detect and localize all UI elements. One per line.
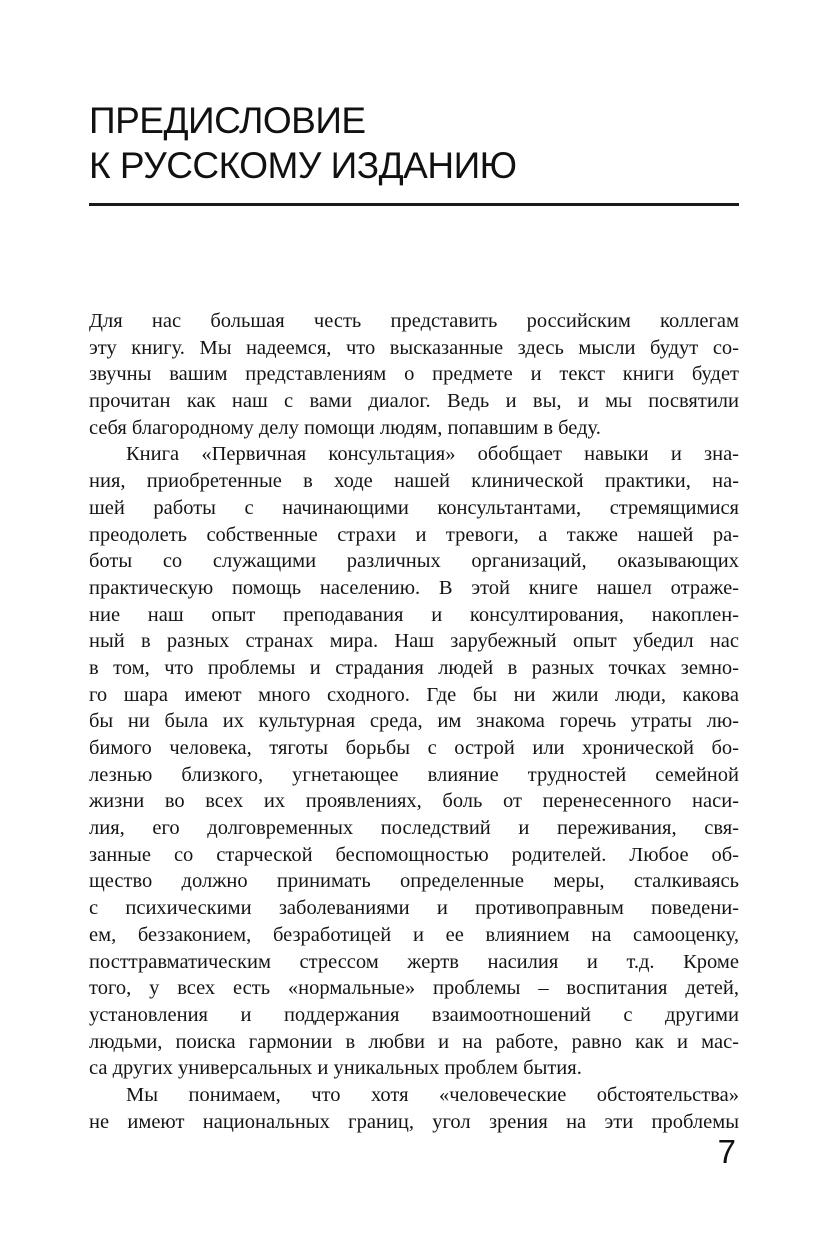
page-number: 7 <box>717 1133 736 1170</box>
text-line: в том, что проблемы и страдания людей в разных точках земно- <box>89 656 739 679</box>
chapter-title-line-1: ПРЕДИСЛОВИЕ <box>89 100 366 141</box>
text-line: не имеют национальных границ, угол зрения на эти проблемы <box>89 1110 739 1133</box>
text-line: боты со служащими различных организаций, оказывающих <box>89 550 739 573</box>
text-line: практическую помощь населению. В этой книге нашел отраже- <box>89 576 739 599</box>
text-line: лия, его долговременных последствий и переживания, свя- <box>89 817 739 840</box>
text-line: го шара имеют много сходного. Где бы ни жили люди, какова <box>89 683 739 706</box>
text-line: Мы понимаем, что хотя «человеческие обстоятельства» <box>126 1083 739 1106</box>
text-line: того, у всех есть «нормальные» проблемы – воспитания детей, <box>89 977 739 1000</box>
text-line: эту книгу. Мы надеемся, что высказанные здесь мысли будут со- <box>89 336 739 359</box>
chapter-title <box>89 98 749 188</box>
text-line: шей работы с начинающими консультантами, стремящимися <box>89 496 739 519</box>
text-line: прочитан как наш с вами диалог. Ведь и вы, и мы посвятили <box>89 390 739 413</box>
text-line: лезнью близкого, угнетающее влияние трудностей семейной <box>89 763 739 786</box>
text-line: са других универсальных и уникальных проблем бытия. <box>89 1057 582 1080</box>
text-line: с психическими заболеваниями и противоправным поведени- <box>89 897 739 920</box>
text-line: ный в разных странах мира. Наш зарубежный опыт убедил нас <box>89 630 739 653</box>
text-line: ние наш опыт преподавания и консултирования, накоплен- <box>89 603 739 626</box>
text-line: бимого человека, тяготы борьбы с острой или хронической бо- <box>89 737 739 759</box>
text-line: жизни во всех их проявлениях, боль от перенесенного наси- <box>89 790 739 813</box>
title-divider <box>89 203 739 206</box>
chapter-title-line-2: К РУССКОМУ ИЗДАНИЮ <box>89 145 517 186</box>
text-line: людьми, поиска гармонии в любви и на работе, равно как и мас- <box>89 1030 739 1053</box>
text-line: Книга «Первичная консультация» обобщает навыки и зна- <box>126 443 739 466</box>
text-line: ем, беззаконием, безработицей и ее влиянием на самооценку, <box>89 923 739 946</box>
text-line: щество должно принимать определенные меры, сталкиваясь <box>89 870 739 893</box>
body-text <box>89 308 739 1135</box>
text-line: преодолеть собственные страхи и тревоги, а также нашей ра- <box>89 523 739 546</box>
text-line: установления и поддержания взаимоотношений с другими <box>89 1003 739 1026</box>
text-line: ния, приобретенные в ходе нашей клинической практики, на- <box>89 470 739 493</box>
text-line: бы ни была их культурная среда, им знакома горечь утраты лю- <box>89 710 739 733</box>
text-line: звучны вашим представлениям о предмете и текст книги будет <box>89 363 739 386</box>
text-line: посттравматическим стрессом жертв насилия и т.д. Кроме <box>89 950 739 973</box>
text-line: занные со старческой беспомощностью родителей. Любое об- <box>89 843 739 866</box>
text-line: себя благородному делу помощи людям, попавшим в беду. <box>89 416 601 439</box>
text-line: Для нас большая честь представить российским коллегам <box>89 310 739 332</box>
